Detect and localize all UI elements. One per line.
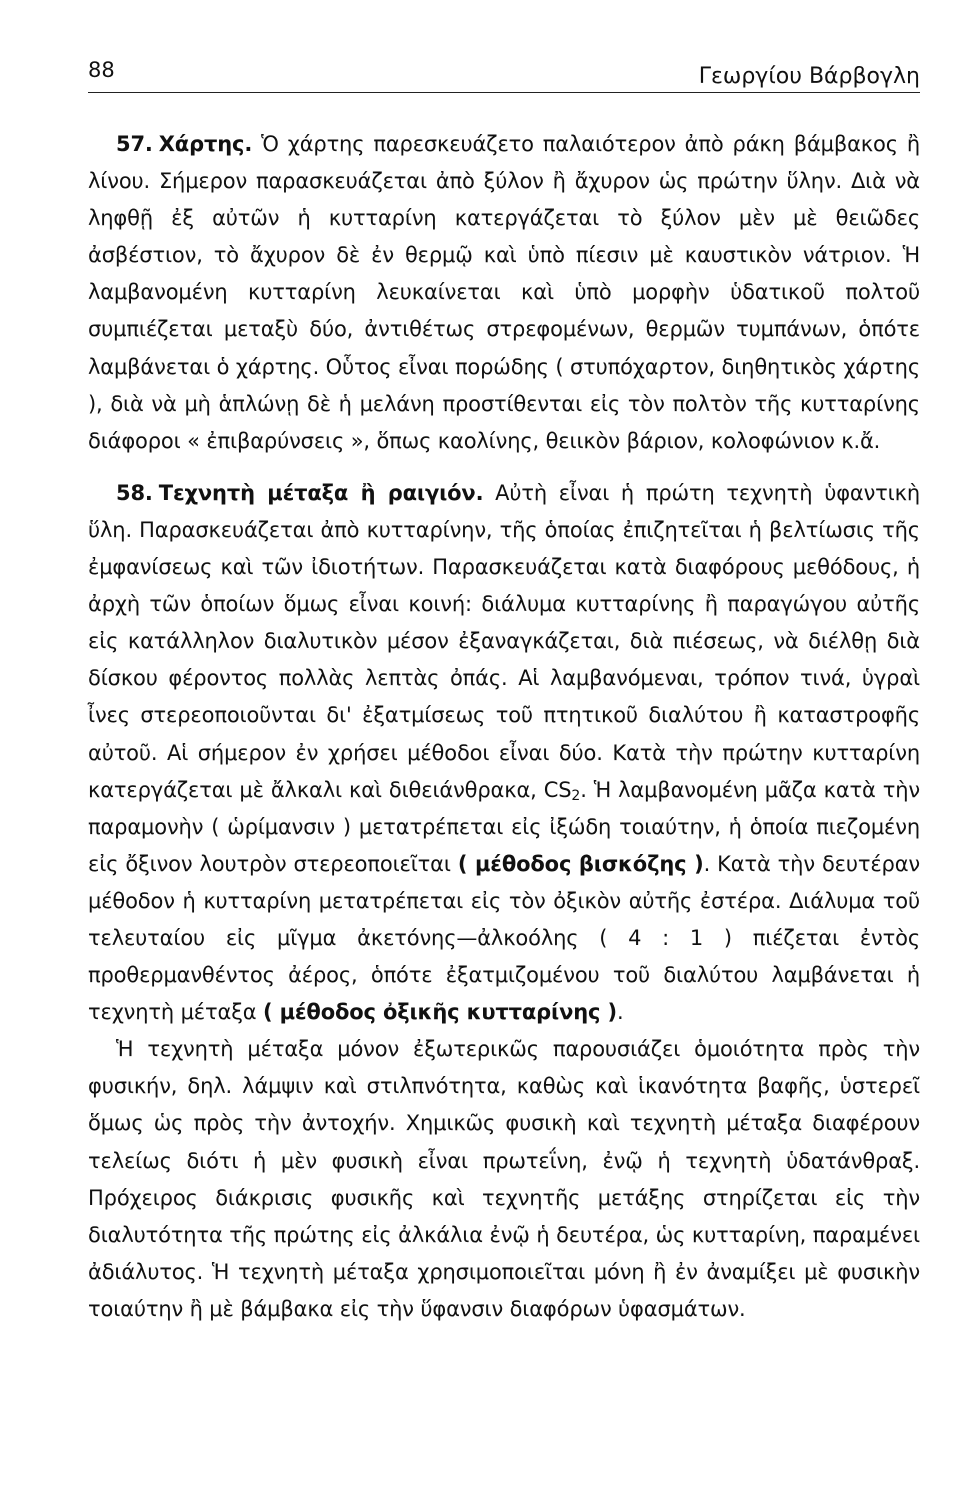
body-text: [88, 126, 920, 1328]
paragraph-text: . Ἡ λαμβανομένη μᾶζα κατὰ τὴν παραμονὴν ( ὡρίμανσιν ) μετατρέπεται εἰς ἰξώδη τοιαύτην, ἡ ὁποία πιεζομένη εἰς ὄξινον λουτρὸν στερεοποιεῖται: [88, 777, 920, 876]
running-head: [88, 58, 920, 94]
paragraph-text: Αὐτὴ εἶναι ἡ πρώτη τεχνητὴ ὑφαντικὴ ὕλη. Παρασκευάζεται ἀπὸ κυτταρίνην, τῆς ὁποίας ἐπιζητεῖται ἡ βελτίωσις τῆς ἐμφανίσεως καὶ τῶν ἰδιοτήτων. Παρασκευάζεται κατὰ διαφόρους μεθόδους, ἡ ἀρχὴ τῶν ὁποίων ὅμως εἶναι κοινή: διάλυμα κυτταρίνης ἢ παραγώγου αὐτῆς εἰς κατάλληλον διαλυτικὸν μέσον ἐξαναγκάζεται, διὰ πιέσεως, νὰ διέλθῃ διὰ δίσκου φέροντος πολλὰς λεπτὰς ὀπάς. Αἱ λαμβανόμεναι, τρόπον τινά, ὑγραὶ ἶνες στερεοποιοῦνται δι' ἐξατμίσεως τοῦ πτητικοῦ διαλύτου ἢ καταστροφῆς αὐτοῦ. Αἱ σήμερον ἐν χρήσει μέθοδοι εἶναι δύο. Κατὰ τὴν πρώτην κυτταρίνη κατεργάζεται μὲ ἄλκαλι καὶ διθειάνθρακα, CS: [88, 480, 921, 802]
section-57-paragraph: [88, 126, 920, 460]
method-acetate: ( μέθοδος ὀξικῆς κυτταρίνης ): [262, 1000, 617, 1025]
section-title: Χάρτης.: [158, 132, 253, 156]
method-viscose: ( μέθοδος βισκόζης ): [457, 851, 704, 876]
subscript-2: 2: [571, 787, 581, 804]
section-title: Τεχνητὴ μέταξα ἢ ραιγιόν.: [158, 480, 484, 505]
page-number: 88: [88, 58, 115, 82]
paragraph-text: Ὁ χάρτης παρεσκευάζετο παλαιότερον ἀπὸ ράκη βάμβακος ἢ λίνου. Σήμερον παρασκευάζεται ἀπὸ ξύλον ἢ ἄχυρον ὡς πρώτην ὕλην. Διὰ νὰ ληφθῇ ἐξ αὐτῶν ἡ κυτταρίνη κατεργάζεται τὸ ξύλον μὲν μὲ θειῶδες ἀσβέστιον, τὸ ἄχυρον δὲ ἐν θερμῷ καὶ ὑπὸ πίεσιν μὲ καυστικὸν νάτριον. Ἡ λαμβανομένη κυτταρίνη λευκαίνεται καὶ ὑπὸ μορφὴν ὑδατικοῦ πολτοῦ συμπιέζεται μεταξὺ δύο, ἀντιθέτως στρεφομένων, θερμῶν τυμπάνων, ὁπότε λαμβάνεται ὁ χάρτης. Οὗτος εἶναι πορώδης ( στυπόχαρτον, διηθητικὸς χάρτης ), διὰ νὰ μὴ ἁπλώνῃ δὲ ἡ μελάνη προστίθενται εἰς τὸν πολτὸν τῆς κυτταρίνης διάφοροι « ἐπιβαρύνσεις », ὅπως καολίνης, θειικὸν βάριον, κολοφώνιον κ.ἄ.: [88, 132, 921, 453]
section-57: [88, 126, 920, 460]
section-58-paragraph-2: [88, 1031, 920, 1328]
header-rule: [88, 92, 920, 93]
paragraph-text: . Κατὰ τὴν δευτέραν μέθοδον ἡ κυτταρίνη μετατρέπεται εἰς τὸν ὀξικὸν αὐτῆς ἐστέρα. Διάλυμα τοῦ τελευταίου εἰς μῖγμα ἀκετόνης—ἀλκοόλης ( 4 : 1 ) πιέζεται ἐντὸς προθερμανθέντος ἀέρος, ὁπότε ἐξατμιζομένου τοῦ διαλύτου λαμβάνεται ἡ τεχνητὴ μέταξα: [88, 851, 920, 1025]
section-58: [88, 475, 920, 1328]
section-number: 58.: [116, 480, 153, 505]
section-58-paragraph-1: [88, 475, 920, 1031]
paragraph-text: Ἡ τεχνητὴ μέταξα μόνον ἐξωτερικῶς παρουσιάζει ὁμοιότητα πρὸς τὴν φυσικήν, δηλ. λάμψιν καὶ στιλπνότητα, καθὼς καὶ ἱκανότητα βαφῆς, ὑστερεῖ ὅμως ὡς πρὸς τὴν ἀντοχήν. Χημικῶς φυσικὴ καὶ τεχνητὴ μέταξα διαφέρουν τελείως διότι ἡ μὲν φυσικὴ εἶναι πρωτεΐνη, ἐνῷ ἡ τεχνητὴ ὑδατάνθραξ. Πρόχειρος διάκρισις φυσικῆς καὶ τεχνητῆς μετάξης στηρίζεται εἰς τὴν διαλυτότητα τῆς πρώτης εἰς ἀλκάλια ἐνῷ ἡ δευτέρα, ὡς κυτταρίνη, παραμένει ἀδιάλυτος. Ἡ τεχνητὴ μέταξα χρησιμοποιεῖται μόνη ἢ ἐν ἀναμίξει μὲ φυσικὴν τοιαύτην ἢ μὲ βάμβακα εἰς τὴν ὕφανσιν διαφόρων ὑφασμάτων.: [88, 1037, 920, 1321]
running-head-author: Γεωργίου Βάρβογλη: [698, 64, 920, 89]
section-number: 57.: [116, 132, 153, 156]
paragraph-text: .: [616, 1000, 624, 1025]
